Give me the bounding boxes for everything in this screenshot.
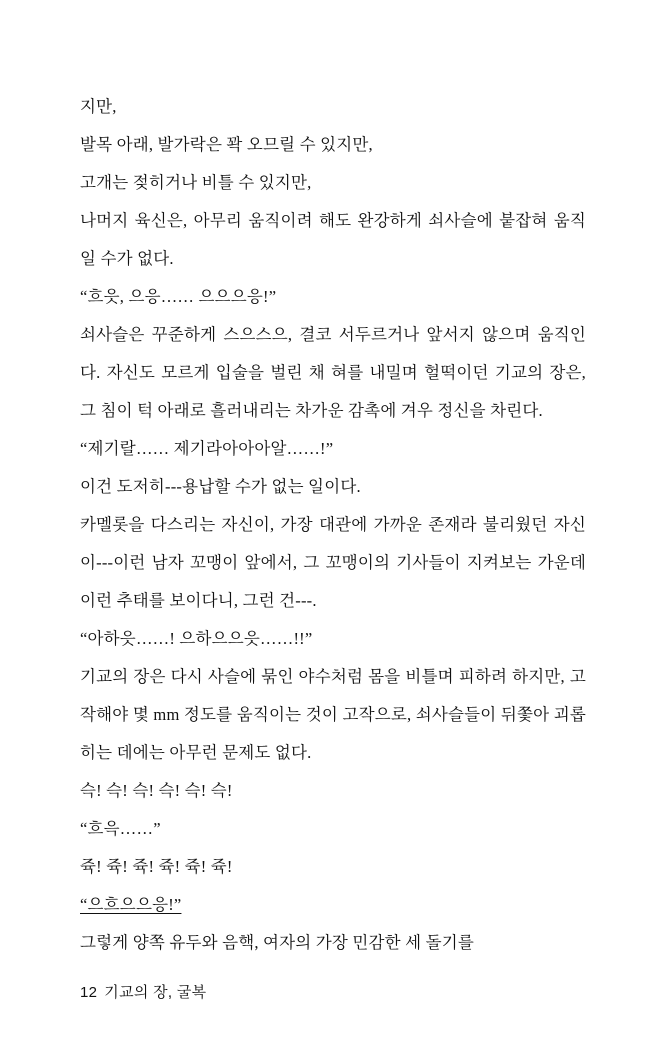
- paragraph: 지만,: [80, 97, 117, 116]
- paragraph: 쥭! 쥭! 쥭! 쥭! 쥭! 쥭!: [80, 857, 233, 876]
- paragraph: “제기랄…… 제기라아아아알……!”: [80, 439, 334, 458]
- paragraph: 쇠사슬은 꾸준하게 스으스으, 결코 서두르거나 앞서지 않으며 움직인다. 자신도 모르게 입술을 벌린 채 혀를 내밀며 헐떡이던 기교의 장은, 그 침이 턱 아래로 흘러내리는 차가운 감촉에 겨우 정신을 차린다.: [80, 325, 586, 420]
- page-body: [80, 88, 586, 962]
- paragraph: “흐윽……”: [80, 819, 161, 838]
- paragraph: 고개는 젖히거나 비틀 수 있지만,: [80, 173, 312, 192]
- running-title: 기교의 장, 굴복: [104, 984, 207, 1001]
- paragraph: 그렇게 양쪽 유두와 음핵, 여자의 가장 민감한 세 돌기를: [80, 933, 474, 952]
- paragraph: 슥! 슥! 슥! 슥! 슥! 슥!: [80, 781, 233, 800]
- underlined-line: “으흐으으응!”: [80, 895, 182, 914]
- paragraph: “흐읏, 으응…… 으으으응!”: [80, 287, 277, 306]
- paragraph: [80, 886, 586, 924]
- paragraph: 발목 아래, 발가락은 꽉 오므릴 수 있지만,: [80, 135, 373, 154]
- paragraph: “아하읏……! 으하으으읏……!!”: [80, 629, 313, 648]
- paragraph: 기교의 장은 다시 사슬에 묶인 야수처럼 몸을 비틀며 피하려 하지만, 고작해야 몇 mm 정도를 움직이는 것이 고작으로, 쇠사슬들이 뒤쫓아 괴롭히는 데에는 아무런 문제도 없다.: [80, 667, 586, 762]
- paragraph: 카멜롯을 다스리는 자신이, 가장 대관에 가까운 존재라 불리웠던 자신이---이런 남자 꼬맹이 앞에서, 그 꼬맹이의 기사들이 지켜보는 가운데 이런 추태를 보이다니, 그런 건---.: [80, 515, 586, 610]
- page-footer: [80, 981, 206, 1002]
- page-number: 12: [80, 984, 98, 1001]
- paragraph: 나머지 육신은, 아무리 움직이려 해도 완강하게 쇠사슬에 붙잡혀 움직일 수가 없다.: [80, 211, 586, 268]
- paragraph: 이건 도저히---용납할 수가 없는 일이다.: [80, 477, 361, 496]
